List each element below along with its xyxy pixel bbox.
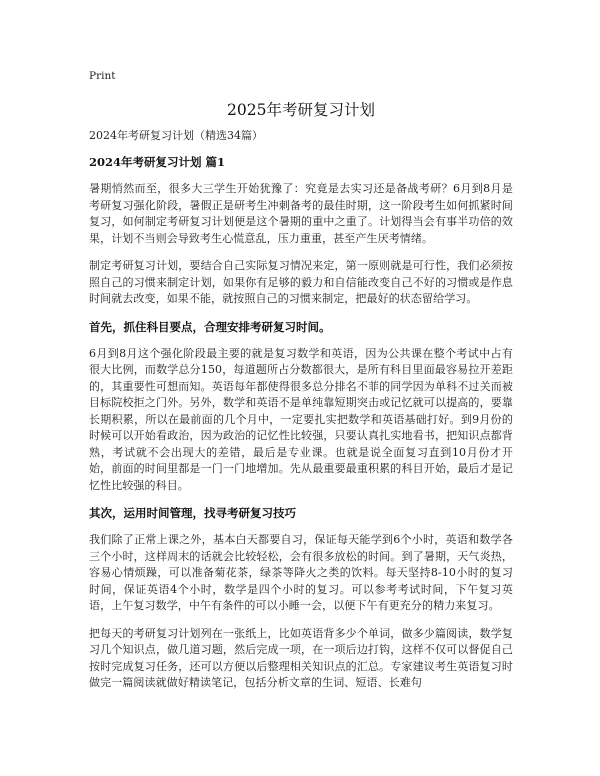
print-link[interactable]: Print [89,70,116,82]
section-title: 2024年考研复习计划 篇1 [89,155,226,169]
paragraph: 暑期悄然而至，很多大三学生开始犹豫了：究竟是去实习还是备战考研？6月到8月是考研复习强化阶段，暑假正是研考生冲刺备考的最佳时期，这一阶段考生如何抓紧时间复习，如何制定考研复习计划便是这个暑期的重中之重了。计划得当会有事半功倍的效果，计划不当则会导致考生心慌意乱，压力重重，甚至产生厌考情绪。 [89,182,513,245]
paragraph: 制定考研复习计划，要结合自己实际复习情况来定，第一原则就是可行性，我们必须按照自己的习惯来制定计划，如果你有足够的毅力和自信能改变自己不好的习惯或是作息时间就去改变，如果不能，就按照自己的习惯来制定，把最好的状态留给学习。 [89,259,513,305]
paragraph: 把每天的考研复习计划列在一张纸上，比如英语背多少个单词，做多少篇阅读，数学复习几个知识点，做几道习题，然后完成一项，在一项后边打钩，这样不仅可以督促自己按时完成复习任务，还可以方便以后整理相关知识点的汇总。专家建议考生英语复习时做完一篇阅读就做好精读笔记，包括分析文章的生词、短语、长难句 [89,626,513,689]
document-body [89,128,513,703]
paragraph: 6月到8月这个强化阶段最主要的就是复习数学和英语，因为公共课在整个考试中占有很大比例，而数学总分150，每道题所占分数都很大，是所有科目里面最容易拉开差距的，其重要性可想而知。英语每年都使得很多总分排名不菲的同学因为单科不过关而被目标院校拒之门外。另外，数学和英语不是单纯靠短期突击或记忆就可以提高的，要靠长期积累，所以在最前面的几个月中，一定要扎实把数学和英语基础打好。到9月份的时候可以开始看政治，因为政治的记忆性比较强，只要认真扎实地看书，把知识点都背熟，考试就不会出现大的差错，最后是专业课。也就是说全面复习直到10月份才开始，前面的时间里都是一门一门地增加。先从最重要最重积累的科目开始，最后才是记忆性比较强的科目。 [89,346,513,492]
subsection-heading: 首先，抓住科目要点，合理安排考研复习时间。 [89,319,331,334]
subsection-heading: 其次，运用时间管理，找寻考研复习技巧 [89,506,296,520]
paragraph: 我们除了正常上课之外，基本白天都要自习，保证每天能学到6个小时，英语和数学各三个小时，这样周末的话就会比较轻松，会有很多放松的时间。到了暑期，天气炎热，容易心情烦躁，可以准备菊花茶，绿茶等降火之类的饮料。每天坚持8-10小时的复习时间，保证英语4个小时，数学是四个小时的复习。可以参考考试时间，下午复习英语，上午复习数学，中午有条件的可以小睡一会，以便下午有更充分的精力来复习。 [89,533,513,612]
document-subtitle: 2024年考研复习计划（精选34篇） [89,129,263,142]
document-title: 2025年考研复习计划 [227,101,375,119]
